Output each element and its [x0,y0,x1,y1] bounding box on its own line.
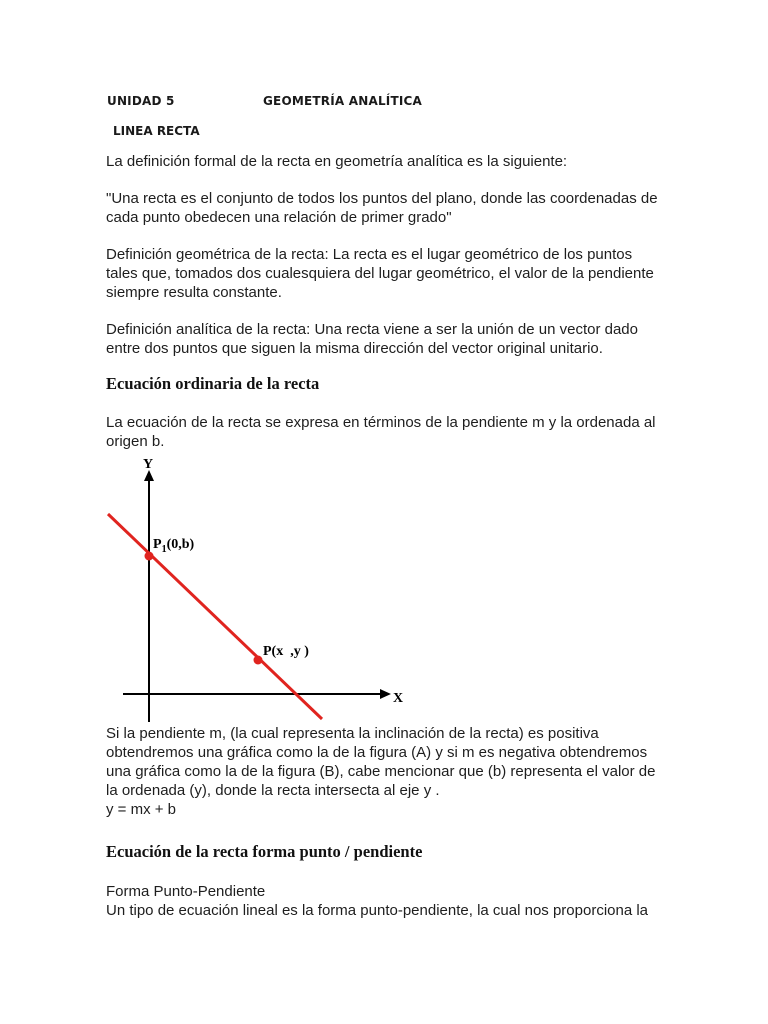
point-p1 [145,552,154,561]
point-slope-subtitle: Forma Punto-Pendiente [106,883,266,900]
section-heading-ordinary-equation: Ecuación ordinaria de la recta [106,374,320,393]
point-p [254,656,263,665]
point-p1-label [153,537,195,555]
slope-explanation-paragraph: Si la pendiente m, (la cual representa la inclinación de la recta) es positiva obtendremos una gráfica como la de la figura (A) y si m es negativa obtendremos una gráfica como la de la figura (B), cabe mencionar que (b) representa el valor de la ordenada (y), donde la recta intersecta al eje y . [106,725,656,799]
section-heading-point-slope: Ecuación de la recta forma punto / pendiente [106,842,423,861]
x-axis-arrow-icon [380,689,391,699]
quote-paragraph: "Una recta es el conjunto de todos los puntos del plano, donde las coordenadas de cada punto obedecen una relación de primer grado" [106,190,658,226]
analytic-definition-paragraph: Definición analítica de la recta: Una recta viene a ser la unión de un vector dado entre dos puntos que siguen la misma dirección del vector original unitario. [106,321,638,357]
red-line [108,514,322,719]
geometric-definition-paragraph: Definición geométrica de la recta: La recta es el lugar geométrico de los puntos tales que, tomados dos cualesquiera del lugar geométrico, el valor de la pendiente siempre resulta constante. [106,246,654,301]
line-figure [0,450,768,740]
topic-title: LINEA RECTA [113,124,200,138]
ordinary-equation-paragraph: La ecuación de la recta se expresa en términos de la pendiente m y la ordenada al origen b. [106,414,656,450]
x-axis-label: X [393,691,404,706]
subject-title: GEOMETRÍA ANALÍTICA [263,94,423,108]
slope-intercept-formula: y = mx + b [106,801,177,818]
y-axis-label: Y [143,457,154,472]
point-p1-letter: P [153,537,162,552]
point-slope-paragraph: Un tipo de ecuación lineal es la forma punto-pendiente, la cual nos proporciona la [106,902,649,919]
point-p1-coords: (0,b) [166,537,195,552]
unit-label: UNIDAD 5 [107,94,175,108]
point-p1-subscript: 1 [161,544,167,555]
point-p-label: P(x ,y ) [263,644,309,659]
intro-paragraph: La definición formal de la recta en geometría analítica es la siguiente: [106,153,568,170]
